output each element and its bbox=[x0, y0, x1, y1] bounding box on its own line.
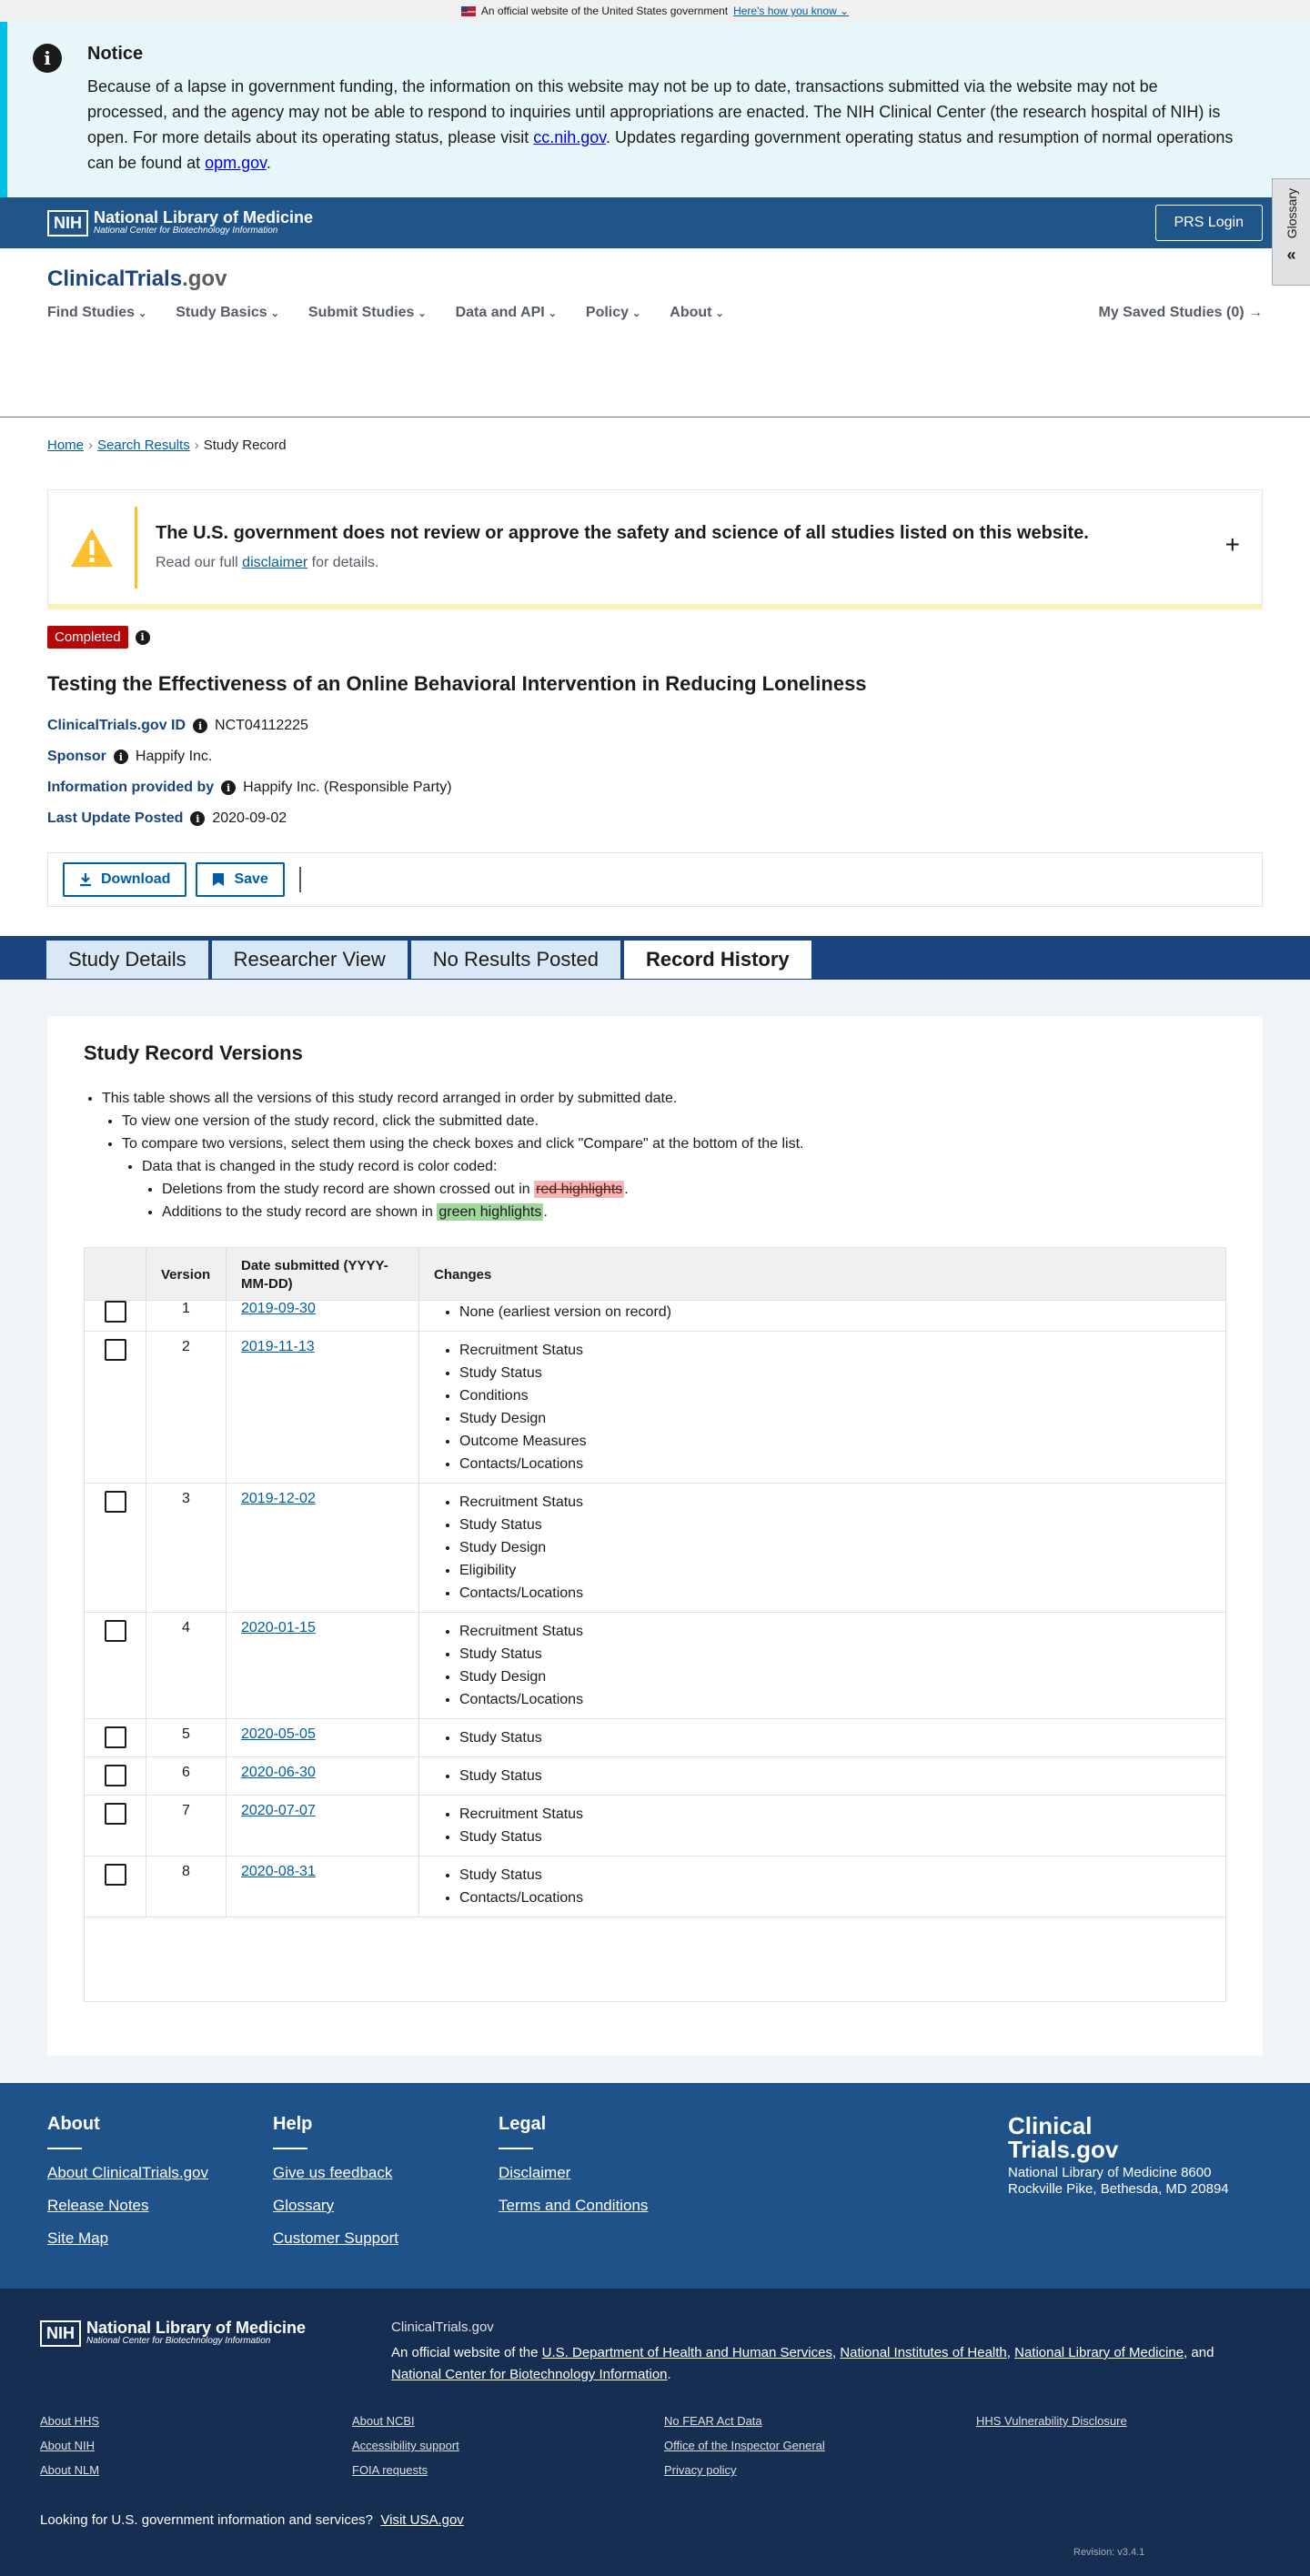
link-accessibility[interactable]: Accessibility support bbox=[352, 2439, 459, 2452]
nih-logo-box: NIH bbox=[47, 210, 88, 236]
change-item: • Study Design bbox=[459, 1536, 1211, 1559]
opm-link[interactable]: opm.gov bbox=[205, 154, 267, 172]
change-item: • Study Status bbox=[459, 1726, 1211, 1749]
version-checkbox[interactable] bbox=[105, 1339, 126, 1361]
arrow-right-icon: → bbox=[1248, 305, 1263, 320]
logo-main: ClinicalTrials bbox=[47, 267, 183, 291]
change-item: • Study Status bbox=[459, 1362, 1211, 1384]
tab-study-details[interactable]: Study Details bbox=[45, 940, 209, 980]
alert-sub-part: for details. bbox=[307, 555, 379, 570]
nav-policy[interactable] bbox=[586, 305, 640, 321]
how-you-know-text: Here's how you know bbox=[733, 5, 837, 17]
footer-site-name: ClinicalTrials.gov bbox=[391, 2319, 494, 2335]
glossary-tab-label: Glossary bbox=[1284, 188, 1299, 239]
nav-label: Policy bbox=[585, 305, 630, 320]
table-row bbox=[85, 1332, 1225, 1484]
nav-find-studies[interactable] bbox=[47, 305, 146, 321]
footer-legal bbox=[499, 2114, 724, 2258]
versions-intro: • This table shows all the versions of this study record arranged in order by submitted date. bbox=[102, 1087, 1226, 1110]
version-date-link[interactable]: 2019-12-02 bbox=[241, 1491, 316, 1506]
breadcrumb-home[interactable]: Home bbox=[47, 438, 85, 453]
nav-about[interactable] bbox=[670, 305, 723, 321]
us-flag-icon bbox=[461, 6, 476, 16]
version-number: 8 bbox=[146, 1857, 227, 1917]
sponsor-label: Sponsor bbox=[47, 749, 106, 764]
clinicaltrials-logo[interactable] bbox=[47, 267, 1263, 292]
chevron-down-icon: ⌄ bbox=[632, 308, 641, 319]
green-highlight-sample: green highlights bbox=[438, 1204, 542, 1220]
chevron-down-icon: ⌄ bbox=[138, 308, 147, 319]
download-button[interactable] bbox=[63, 862, 186, 897]
footer-link-about-ct[interactable]: About ClinicalTrials.gov bbox=[47, 2164, 208, 2181]
table-row bbox=[85, 1484, 1225, 1613]
nav-data-api[interactable] bbox=[456, 305, 557, 321]
footer-gov-links bbox=[40, 2414, 1288, 2477]
changes-list bbox=[459, 1620, 1211, 1711]
funding-notice bbox=[0, 22, 1310, 197]
footer-link-feedback[interactable]: Give us feedback bbox=[273, 2164, 393, 2181]
footer-link-release-notes[interactable]: Release Notes bbox=[47, 2197, 149, 2214]
view-tip: • To view one version of the study record, click the submitted date. bbox=[122, 1110, 1226, 1132]
change-item: • Recruitment Status bbox=[459, 1339, 1211, 1362]
link-vulnerability-disclosure[interactable]: HHS Vulnerability Disclosure bbox=[976, 2414, 1127, 2428]
chevron-double-left-icon: « bbox=[1286, 246, 1296, 265]
alert-title: The U.S. government does not review or approve the safety and science of all studies listed on this website. bbox=[156, 523, 1089, 543]
prs-login-button[interactable]: PRS Login bbox=[1155, 205, 1264, 241]
ncbi-subtitle: National Center for Biotechnology Information bbox=[86, 2336, 271, 2346]
official-website-text: An official website of the U.S. Department of Health and Human Services, National Institutes of Health, National Library of Medicine, and National Center for Biotechnology Information. bbox=[391, 2345, 1214, 2382]
link-inspector-general[interactable]: Office of the Inspector General bbox=[664, 2439, 825, 2452]
tab-record-history[interactable]: Record History bbox=[623, 940, 812, 980]
breadcrumb-search-results[interactable]: Search Results bbox=[97, 438, 190, 453]
my-saved-studies-link[interactable] bbox=[1099, 305, 1264, 321]
saved-label: My Saved Studies (0) bbox=[1098, 305, 1244, 320]
notice-text-part: Because of a lapse in government funding, the information on this website may not be up to date, transactions submitted via the website may not be processed, and the agency may not be able to respond to inquiries until appropriations are enacted. The NIH Clinical Center (the research hospital of NIH) is open. For more details about its operating status, please visit bbox=[87, 77, 1221, 146]
change-item: • Study Design bbox=[459, 1665, 1211, 1688]
sponsor-value: Happify Inc. bbox=[135, 749, 213, 764]
version-date-link[interactable]: 2020-07-07 bbox=[241, 1803, 316, 1818]
version-number: 1 bbox=[146, 1293, 227, 1331]
change-item: • Contacts/Locations bbox=[459, 1887, 1211, 1909]
deletions-tip: • Deletions from the study record are shown crossed out in red highlights . bbox=[162, 1178, 1226, 1201]
version-number: 7 bbox=[146, 1796, 227, 1856]
additions-tip: • Additions to the study record are shown in green highlights . bbox=[162, 1201, 1226, 1223]
link-about-nlm[interactable]: About NLM bbox=[40, 2463, 100, 2477]
version-date-link[interactable]: 2020-06-30 bbox=[241, 1765, 316, 1780]
info-provided-value: Happify Inc. (Responsible Party) bbox=[243, 780, 452, 795]
changes-list bbox=[459, 1491, 1211, 1605]
change-item: • Conditions bbox=[459, 1384, 1211, 1407]
changes-list bbox=[459, 1339, 1211, 1475]
change-item: • Study Status bbox=[459, 1514, 1211, 1536]
hhs-link[interactable]: U.S. Department of Health and Human Services bbox=[541, 2345, 832, 2360]
nih-link[interactable]: National Institutes of Health bbox=[840, 2345, 1007, 2360]
nlm-title: National Library of Medicine bbox=[94, 208, 314, 226]
footer-help-heading: Help bbox=[273, 2114, 313, 2134]
version-date-link[interactable]: 2020-01-15 bbox=[241, 1620, 316, 1635]
nlm-title: National Library of Medicine bbox=[86, 2319, 307, 2337]
table-row bbox=[85, 1613, 1225, 1719]
nlm-logo[interactable] bbox=[47, 209, 313, 236]
warning-icon bbox=[69, 527, 115, 569]
nih-logo-box: NIH bbox=[40, 2320, 81, 2347]
site-nav bbox=[0, 248, 1310, 418]
notice-text-part: . bbox=[266, 154, 271, 172]
chevron-down-icon: ⌄ bbox=[548, 308, 557, 319]
versions-heading: Study Record Versions bbox=[84, 1041, 303, 1064]
study-tabs bbox=[0, 936, 1310, 980]
version-checkbox[interactable] bbox=[105, 1620, 126, 1642]
usa-gov-link[interactable]: Visit USA.gov bbox=[380, 2512, 464, 2528]
change-item: • Recruitment Status bbox=[459, 1491, 1211, 1514]
usa-gov-line bbox=[40, 2512, 464, 2528]
change-item: • Outcome Measures bbox=[459, 1430, 1211, 1453]
nav-submit-studies[interactable] bbox=[308, 305, 427, 321]
change-item: • None (earliest version on record) bbox=[459, 1301, 1211, 1323]
cc-nih-link[interactable]: cc.nih.gov bbox=[533, 128, 606, 146]
changes-list bbox=[459, 1765, 1211, 1787]
footer-about bbox=[47, 2114, 273, 2258]
footer-link-terms[interactable]: Terms and Conditions bbox=[499, 2197, 649, 2214]
version-checkbox[interactable] bbox=[105, 1491, 126, 1513]
version-number: 6 bbox=[146, 1757, 227, 1795]
version-date-link[interactable]: 2019-09-30 bbox=[241, 1301, 316, 1316]
version-number: 3 bbox=[146, 1484, 227, 1612]
version-checkbox[interactable] bbox=[105, 1726, 126, 1748]
nav-label: Data and API bbox=[455, 305, 545, 320]
link-no-fear-act[interactable]: No FEAR Act Data bbox=[664, 2414, 762, 2428]
ncbi-link[interactable]: National Center for Biotechnology Information bbox=[391, 2367, 668, 2382]
nlm-link[interactable]: National Library of Medicine bbox=[1014, 2345, 1184, 2360]
official-text-part: An official website of the bbox=[391, 2345, 542, 2360]
disclaimer-link[interactable]: disclaimer bbox=[242, 555, 308, 570]
version-number: 2 bbox=[146, 1332, 227, 1483]
col-date: Date submitted (YYYY-MM-DD) bbox=[227, 1248, 419, 1303]
versions-table bbox=[84, 1247, 1226, 2002]
footer-address: National Library of Medicine 8600 Rockville Pike, Bethesda, MD 20894 bbox=[1008, 2165, 1229, 2197]
bookmark-icon bbox=[212, 872, 225, 887]
info-icon[interactable]: i bbox=[190, 811, 205, 826]
info-provided-label: Information provided by bbox=[47, 780, 215, 795]
download-icon bbox=[79, 872, 92, 887]
change-item: • Contacts/Locations bbox=[459, 1582, 1211, 1605]
footer-link-glossary[interactable]: Glossary bbox=[273, 2197, 335, 2214]
study-title: Testing the Effectiveness of an Online Behavioral Intervention in Reducing Loneliness bbox=[47, 672, 867, 695]
red-highlight-sample: red highlights bbox=[536, 1182, 623, 1197]
col-version: Version bbox=[146, 1248, 227, 1303]
nav-label: Submit Studies bbox=[307, 305, 415, 320]
breadcrumb bbox=[0, 418, 1310, 453]
action-bar bbox=[47, 852, 1263, 907]
save-button[interactable] bbox=[196, 862, 284, 897]
disclaimer-alert bbox=[47, 489, 1263, 609]
notice-text bbox=[87, 74, 1237, 176]
download-label: Download bbox=[101, 871, 171, 887]
footer-bottom bbox=[0, 2289, 1310, 2576]
change-item: • Study Design bbox=[459, 1407, 1211, 1430]
table-row bbox=[85, 1293, 1225, 1332]
changes-list bbox=[459, 1726, 1211, 1749]
nav-label: Study Basics bbox=[176, 305, 267, 320]
version-checkbox[interactable] bbox=[105, 1301, 126, 1323]
compare-tip: • To compare two versions, select them using the check boxes and click "Compare" at the bottom of the list. bbox=[122, 1132, 1226, 1155]
record-history-card bbox=[47, 1016, 1263, 2056]
how-you-know-link[interactable]: Here's how you know ⌄ bbox=[733, 5, 850, 17]
change-item: • Contacts/Locations bbox=[459, 1453, 1211, 1475]
breadcrumb-current: Study Record bbox=[203, 438, 287, 453]
version-checkbox[interactable] bbox=[105, 1765, 126, 1786]
changes-list bbox=[459, 1803, 1211, 1848]
nav-label: About bbox=[670, 305, 712, 320]
info-icon[interactable]: i bbox=[221, 780, 236, 795]
version-date-link[interactable]: 2020-08-31 bbox=[241, 1864, 316, 1879]
version-number: 4 bbox=[146, 1613, 227, 1718]
tab-researcher-view[interactable]: Researcher View bbox=[211, 940, 408, 980]
nav-label: Find Studies bbox=[47, 305, 135, 320]
version-date-link[interactable]: 2019-11-13 bbox=[241, 1339, 315, 1354]
status-badge: Completed bbox=[47, 626, 128, 649]
chevron-down-icon: ⌄ bbox=[418, 308, 427, 319]
link-privacy-policy[interactable]: Privacy policy bbox=[664, 2463, 737, 2477]
chevron-right-icon: › bbox=[88, 438, 94, 453]
info-icon[interactable]: i bbox=[136, 630, 150, 645]
main-nav bbox=[47, 305, 724, 321]
link-about-nih[interactable]: About NIH bbox=[40, 2439, 95, 2452]
footer-about-heading: About bbox=[47, 2114, 100, 2134]
footer-legal-heading: Legal bbox=[499, 2114, 547, 2134]
divider bbox=[299, 867, 301, 892]
table-row bbox=[85, 1857, 1225, 1917]
version-checkbox[interactable] bbox=[105, 1803, 126, 1825]
changes-list bbox=[459, 1301, 1211, 1323]
info-icon[interactable]: i bbox=[193, 719, 207, 733]
chevron-down-icon: ⌄ bbox=[715, 308, 724, 319]
additions-text: Additions to the study record are shown in bbox=[162, 1204, 438, 1220]
footer-link-support[interactable]: Customer Support bbox=[273, 2229, 398, 2247]
col-changes: Changes bbox=[434, 1267, 492, 1283]
notice-title: Notice bbox=[87, 44, 144, 64]
gov-banner bbox=[0, 0, 1310, 22]
change-item: • Contacts/Locations bbox=[459, 1688, 1211, 1711]
nlm-header bbox=[0, 197, 1310, 248]
save-label: Save bbox=[234, 871, 268, 887]
info-icon[interactable]: i bbox=[114, 750, 128, 764]
chevron-right-icon: › bbox=[194, 438, 199, 453]
last-update-value: 2020-09-02 bbox=[212, 810, 287, 826]
logo-suffix: .gov bbox=[182, 267, 227, 291]
footer-brand-line2: Trials.gov bbox=[1008, 2136, 1119, 2163]
footer-help bbox=[273, 2114, 499, 2258]
change-item: • Study Status bbox=[459, 1826, 1211, 1848]
change-item: • Recruitment Status bbox=[459, 1620, 1211, 1643]
link-about-ncbi[interactable]: About NCBI bbox=[352, 2414, 415, 2428]
link-foia[interactable]: FOIA requests bbox=[352, 2463, 428, 2477]
official-text-part: , and bbox=[1184, 2345, 1214, 2360]
color-tip: • Data that is changed in the study record is color coded: bbox=[142, 1155, 1226, 1178]
study-meta bbox=[47, 718, 1263, 827]
last-update-label: Last Update Posted bbox=[47, 810, 184, 826]
change-item: • Recruitment Status bbox=[459, 1803, 1211, 1826]
info-icon: i bbox=[33, 44, 62, 73]
table-row bbox=[85, 1719, 1225, 1757]
nav-study-basics[interactable] bbox=[176, 305, 279, 321]
glossary-tab[interactable] bbox=[1272, 178, 1310, 286]
usa-gov-text: Looking for U.S. government information and services? bbox=[40, 2512, 374, 2528]
footer-brand bbox=[1008, 2114, 1244, 2198]
alert-subtext bbox=[156, 555, 1089, 571]
change-item: • Study Status bbox=[459, 1765, 1211, 1787]
gov-banner-text: An official website of the United States government bbox=[480, 5, 729, 17]
change-item: • Study Status bbox=[459, 1643, 1211, 1665]
table-row bbox=[85, 1757, 1225, 1796]
footer-top bbox=[0, 2083, 1310, 2289]
nct-id-label: ClinicalTrials.gov ID bbox=[47, 718, 186, 733]
chevron-down-icon: ⌄ bbox=[270, 308, 279, 319]
nct-id-value: NCT04112225 bbox=[215, 718, 308, 733]
ncbi-subtitle: National Center for Biotechnology Information bbox=[94, 226, 278, 236]
footer-link-site-map[interactable]: Site Map bbox=[47, 2229, 109, 2247]
version-checkbox[interactable] bbox=[105, 1864, 126, 1886]
change-item: • Eligibility bbox=[459, 1559, 1211, 1582]
notice-text-part: . Updates regarding government operating status and resumption of normal operations can be found at bbox=[87, 128, 1234, 172]
tab-no-results-posted[interactable]: No Results Posted bbox=[410, 940, 621, 980]
table-body bbox=[85, 1293, 1225, 1917]
deletions-text: Deletions from the study record are shown crossed out in bbox=[162, 1182, 535, 1197]
table-row bbox=[85, 1796, 1225, 1857]
changes-list bbox=[459, 1864, 1211, 1909]
link-about-hhs[interactable]: About HHS bbox=[40, 2414, 100, 2428]
version-date-link[interactable]: 2020-05-05 bbox=[241, 1726, 316, 1742]
footer-link-disclaimer[interactable]: Disclaimer bbox=[499, 2164, 571, 2181]
change-item: • Study Status bbox=[459, 1864, 1211, 1887]
version-number: 5 bbox=[146, 1719, 227, 1756]
alert-sub-part: Read our full bbox=[156, 555, 243, 570]
revision-text: Revision: v3.4.1 bbox=[1073, 2547, 1145, 2558]
expand-plus-icon[interactable]: + bbox=[1224, 530, 1240, 558]
footer-brand-line1: Clinical bbox=[1008, 2112, 1093, 2139]
